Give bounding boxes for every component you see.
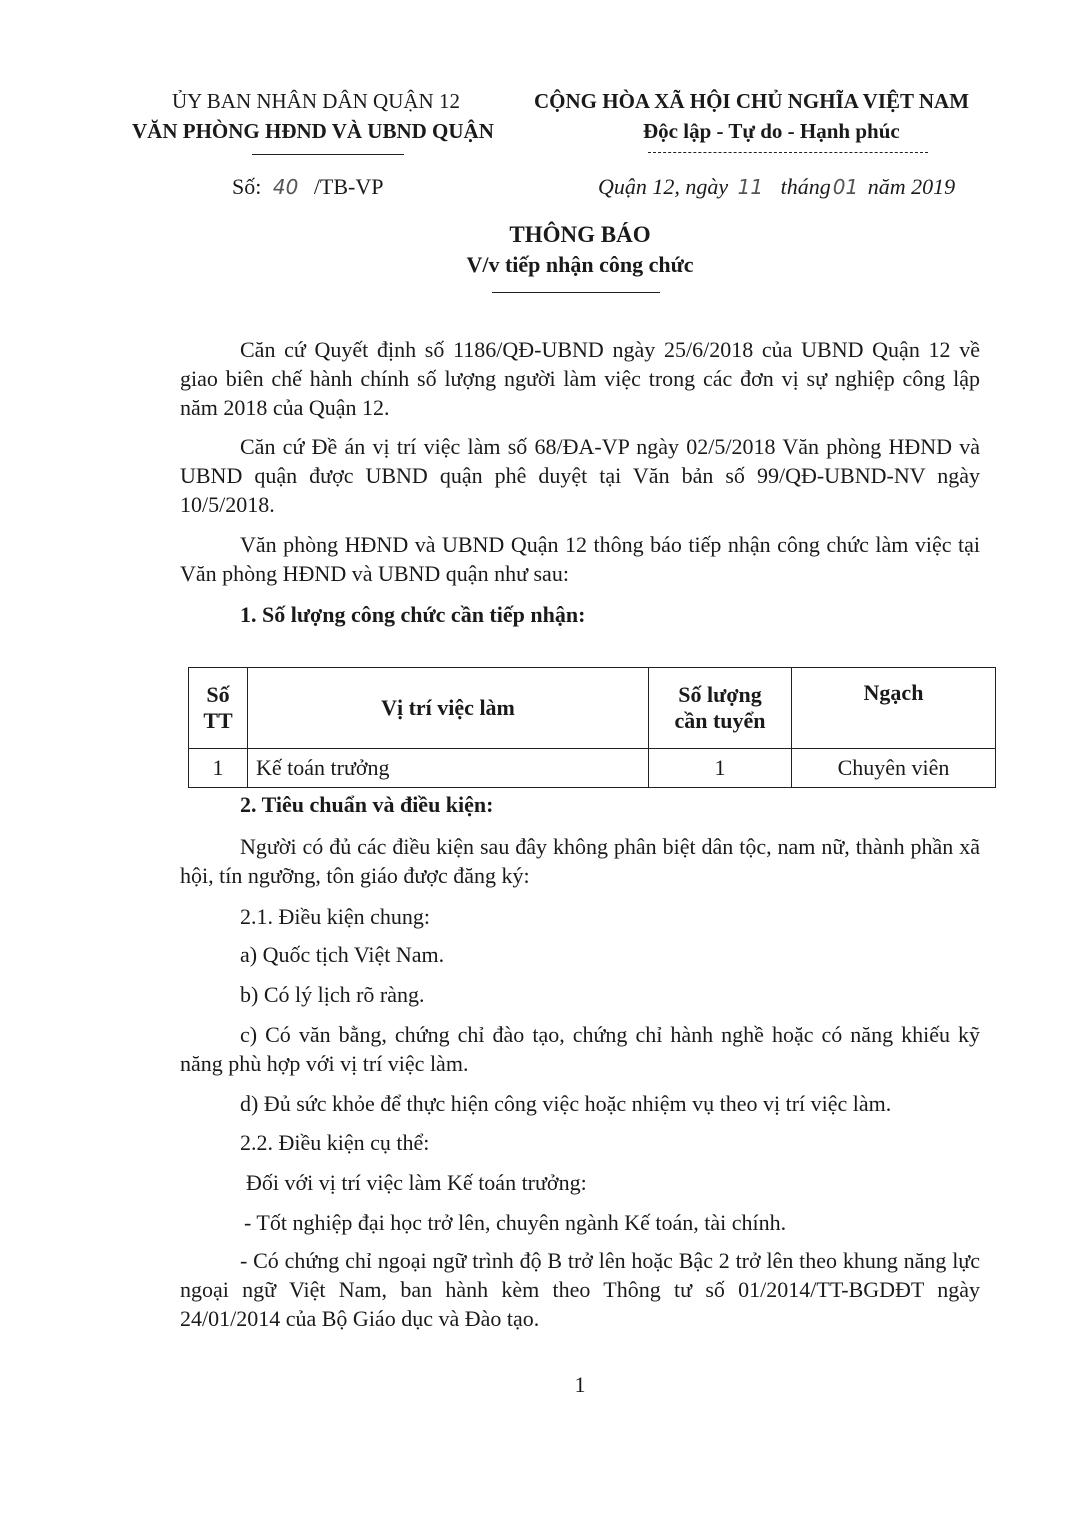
general-conditions-heading: 2.1. Điều kiện chung: [240,904,431,929]
section-1-heading: 1. Số lượng công chức cần tiếp nhận: [240,602,586,627]
header-quantity [649,668,792,749]
requirement-degree: - Tốt nghiệp đại học trở lên, chuyên ngành Kế toán, tài chính. [244,1210,787,1235]
header-rank: Ngạch [792,668,996,749]
header-position: Vị trí việc làm [248,668,649,749]
section-2-intro: Người có đủ các điều kiện sau đây không phân biệt dân tộc, nam nữ, thành phần xã hội, tín ngưỡng, tôn giáo được đăng ký: [180,834,980,888]
condition-b: b) Có lý lịch rõ ràng. [240,982,425,1007]
date-month-label: tháng [780,174,831,199]
date-year: năm 2019 [867,174,956,199]
positions-table [188,667,996,788]
document-title: THÔNG BÁO [509,222,651,247]
header-qty-line1: Số lượng [678,682,762,707]
header-qty-line2: cần tuyển [674,708,766,733]
document-subtitle: V/v tiếp nhận công chức [466,252,694,277]
header-stt [189,668,248,749]
national-title: CỘNG HÒA XÃ HỘI CHỦ NGHĨA VIỆT NAM [534,89,970,113]
section-2-heading: 2. Tiêu chuẩn và điều kiện: [240,792,494,817]
specific-intro: Đối với vị trí việc làm Kế toán trưởng: [246,1170,587,1195]
date-line [598,174,955,200]
doc-number-suffix: /TB-VP [313,174,384,199]
specific-conditions-heading: 2.2. Điều kiện cụ thể: [240,1130,430,1155]
header-stt-line2: TT [203,708,233,733]
doc-number-prefix: Số: [232,174,262,199]
condition-c: c) Có văn bằng, chứng chỉ đào tạo, chứng chỉ hành nghề hoặc có năng khiếu kỹ năng phù hợp với vị trí việc làm. [180,1022,980,1076]
table-row [189,749,996,788]
cell-stt: 1 [189,749,248,788]
paragraph-announcement: Văn phòng HĐND và UBND Quận 12 thông báo tiếp nhận công chức làm việc tại Văn phòng HĐND và UBND quận như sau: [180,532,980,586]
cell-quantity: 1 [649,749,792,788]
paragraph-legal-basis-2: Căn cứ Đề án vị trí việc làm số 68/ĐA-VP ngày 02/5/2018 Văn phòng HĐND và UBND quận được UBND quận phê duyệt tại Văn bản số 99/QĐ-UBND-NV ngày 10/5/2018. [180,434,980,517]
issuing-authority: ỦY BAN NHÂN DÂN QUẬN 12 [172,89,460,113]
table-header-row [189,668,996,749]
date-month-handwritten: 01 [832,175,859,199]
right-header-underline [648,152,928,153]
date-day-handwritten: 11 [737,175,764,199]
condition-a: a) Quốc tịch Việt Nam. [240,942,445,967]
left-header-underline [252,154,404,155]
doc-number-handwritten: 40 [272,175,299,199]
cell-position: Kế toán trưởng [248,749,649,788]
date-place: Quận 12, ngày [598,174,729,199]
condition-d: d) Đủ sức khỏe để thực hiện công việc hoặc nhiệm vụ theo vị trí việc làm. [240,1091,892,1116]
page-number: 1 [574,1372,586,1397]
document-number [232,174,384,200]
title-underline [492,292,660,293]
cell-rank: Chuyên viên [792,749,996,788]
requirement-language: - Có chứng chỉ ngoại ngữ trình độ B trở lên hoặc Bậc 2 trở lên theo khung năng lực ngoại ngữ Việt Nam, ban hành kèm theo Thông tư số 01/2014/TT-BGDĐT ngày 24/01/2014 của Bộ Giáo dục và Đào tạo. [180,1248,980,1331]
paragraph-legal-basis-1: Căn cứ Quyết định số 1186/QĐ-UBND ngày 25/6/2018 của UBND Quận 12 về giao biên chế hành chính số lượng người làm việc trong các đơn vị sự nghiệp công lập năm 2018 của Quận 12. [180,337,980,420]
header-stt-line1: Số [206,682,230,707]
issuing-office: VĂN PHÒNG HĐND VÀ UBND QUẬN [132,119,494,143]
national-motto: Độc lập - Tự do - Hạnh phúc [643,119,900,143]
